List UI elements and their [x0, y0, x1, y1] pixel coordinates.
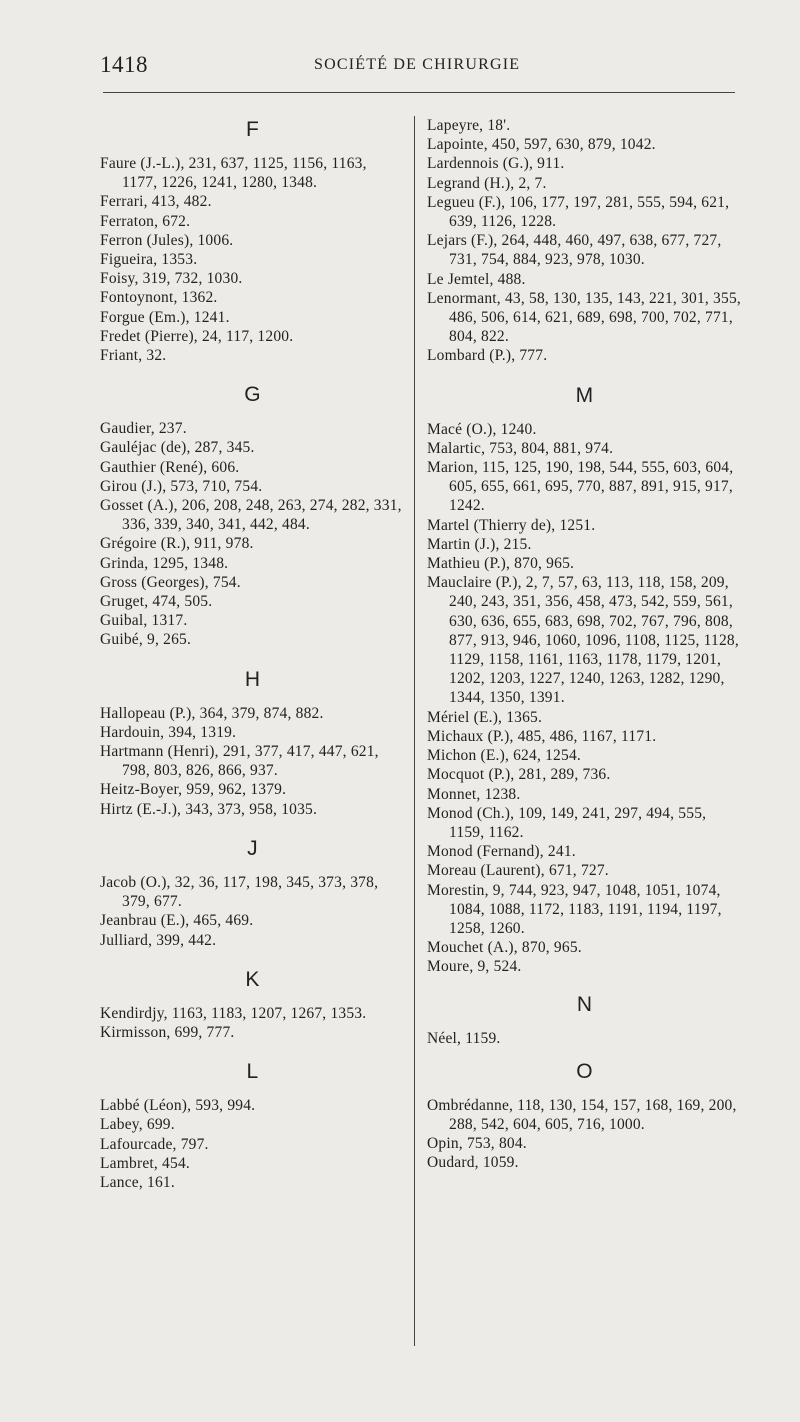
index-entry: Gauthier (René), 606.	[100, 458, 240, 476]
index-entry: Hirtz (E.-J.), 343, 373, 958, 1035.	[100, 800, 318, 818]
index-entry: Lance, 161.	[100, 1173, 175, 1191]
section-letter: K	[245, 967, 260, 991]
index-entry: Faure (J.-L.), 231, 637, 1125, 1156, 1163, 1177, 1226, 1241, 1280, 1348.	[100, 155, 367, 192]
index-entry: Mouchet (A.), 870, 965.	[427, 939, 582, 957]
index-entry: Ferraton, 672.	[100, 212, 191, 230]
index-entry: Guibal, 1317.	[100, 612, 188, 630]
index-section	[100, 1058, 405, 1192]
index-entry: Gauléjac (de), 287, 345.	[100, 439, 255, 457]
index-entry: Labbé (Léon), 593, 994.	[100, 1097, 256, 1115]
index-entry: Moreau (Laurent), 671, 727.	[427, 862, 609, 880]
index-entry: Michon (E.), 624, 1254.	[427, 747, 581, 765]
index-entry: Julliard, 399, 442.	[100, 931, 217, 949]
index-entry: Mauclaire (P.), 2, 7, 57, 63, 113, 118, 158, 209, 240, 243, 351, 356, 458, 473, 542, 559, 561, 630, 636, 655, 683, 698, 702, 767, 796, 808, 877, 913, 946, 1060, 1096, 1108, 1125, 1128, 1129, 1158, 1161, 1163, 1178, 1179, 1201, 1202, 1203, 1227, 1240, 1263, 1282, 1290, 1344, 1350, 1391.	[427, 574, 739, 707]
index-section	[427, 116, 742, 366]
column-divider	[414, 116, 415, 1346]
index-section	[427, 991, 742, 1048]
index-entry: Forgue (Em.), 1241.	[100, 308, 230, 326]
index-entry: Lenormant, 43, 58, 130, 135, 143, 221, 301, 355, 486, 506, 614, 621, 689, 698, 700, 702, 771, 804, 822.	[427, 289, 741, 346]
index-entry: Ferron (Jules), 1006.	[100, 231, 234, 249]
section-letter: M	[575, 383, 594, 407]
index-entry: Lapeyre, 18'.	[427, 117, 511, 134]
index-entry: Lombard (P.), 777.	[427, 347, 548, 365]
section-letter: O	[576, 1059, 593, 1083]
index-entry: Lardennois (G.), 911.	[427, 155, 565, 173]
index-entry: Lapointe, 450, 597, 630, 879, 1042.	[427, 136, 656, 154]
index-entry: Guibé, 9, 265.	[100, 631, 192, 649]
section-letter: L	[246, 1060, 259, 1084]
section-letter: H	[244, 667, 261, 691]
page-number: 1418	[100, 52, 148, 77]
index-entry: Hardouin, 394, 1319.	[100, 723, 237, 741]
index-entry: Néel, 1159.	[427, 1029, 501, 1047]
index-entry: Oudard, 1059.	[427, 1154, 519, 1172]
index-entry: Foisy, 319, 732, 1030.	[100, 270, 243, 288]
index-entry: Le Jemtel, 488.	[427, 270, 526, 288]
index-entry: Jeanbrau (E.), 465, 469.	[100, 912, 254, 930]
index-entry: Grinda, 1295, 1348.	[100, 554, 229, 572]
section-letter: N	[576, 992, 593, 1016]
index-entry: Girou (J.), 573, 710, 754.	[100, 477, 263, 495]
index-entry: Martel (Thierry de), 1251.	[427, 516, 596, 534]
index-section	[100, 116, 405, 365]
index-entry: Lafourcade, 797.	[100, 1135, 209, 1153]
index-section	[100, 835, 405, 950]
index-entry: Gruget, 474, 505.	[100, 593, 213, 611]
index-section	[427, 382, 742, 977]
index-entry: Fontoynont, 1362.	[100, 289, 218, 307]
index-entry: Friant, 32.	[100, 347, 167, 365]
running-title: SOCIÉTÉ DE CHIRURGIE	[314, 56, 521, 73]
section-letter: F	[245, 118, 260, 141]
index-entry: Gross (Georges), 754.	[100, 573, 241, 591]
section-letter: G	[244, 383, 261, 407]
index-entry: Legrand (H.), 2, 7.	[427, 174, 547, 192]
index-entry: Mathieu (P.), 870, 965.	[427, 555, 575, 573]
index-entry: Ferrari, 413, 482.	[100, 193, 212, 211]
index-entry: Figueira, 1353.	[100, 251, 198, 269]
index-entry: Morestin, 9, 744, 923, 947, 1048, 1051, 1074, 1084, 1088, 1172, 1183, 1191, 1194, 1197, 1258, 1260.	[427, 881, 722, 937]
index-entry: Kendirdjy, 1163, 1183, 1207, 1267, 1353.	[100, 1004, 367, 1022]
index-entry: Ombrédanne, 118, 130, 154, 157, 168, 169, 200, 288, 542, 604, 605, 716, 1000.	[427, 1096, 737, 1133]
index-entry: Hallopeau (P.), 364, 379, 874, 882.	[100, 704, 324, 722]
index-entry: Kirmisson, 699, 777.	[100, 1023, 235, 1041]
index-entry: Fredet (Pierre), 24, 117, 1200.	[100, 327, 294, 345]
section-letter: J	[247, 836, 258, 860]
index-entry: Marion, 115, 125, 190, 198, 544, 555, 603, 604, 605, 655, 661, 695, 770, 887, 891, 915, 917, 1242.	[427, 459, 734, 515]
right-column	[427, 116, 742, 1173]
index-entry: Lejars (F.), 264, 448, 460, 497, 638, 677, 727, 731, 754, 884, 923, 978, 1030.	[427, 232, 722, 269]
index-entry: Legueu (F.), 106, 177, 197, 281, 555, 594, 621, 639, 1126, 1228.	[427, 193, 730, 231]
index-entry: Malartic, 753, 804, 881, 974.	[427, 439, 614, 457]
index-entry: Monod (Fernand), 241.	[427, 843, 576, 861]
index-section	[427, 1058, 742, 1173]
index-entry: Moure, 9, 524.	[427, 958, 522, 976]
left-column	[100, 116, 405, 1192]
index-entry: Jacob (O.), 32, 36, 117, 198, 345, 373, 378, 379, 677.	[100, 873, 379, 911]
header-rule	[103, 92, 735, 93]
index-entry: Gaudier, 237.	[100, 420, 187, 438]
index-entry: Heitz-Boyer, 959, 962, 1379.	[100, 781, 287, 799]
index-entry: Martin (J.), 215.	[427, 535, 532, 553]
index-entry: Lambret, 454.	[100, 1154, 190, 1172]
index-entry: Michaux (P.), 485, 486, 1167, 1171.	[427, 727, 657, 745]
index-entry: Hartmann (Henri), 291, 377, 417, 447, 621, 798, 803, 826, 866, 937.	[100, 743, 379, 780]
index-entry: Labey, 699.	[100, 1116, 175, 1134]
index-entry: Mériel (E.), 1365.	[427, 708, 543, 726]
index-section	[100, 666, 405, 819]
index-section	[100, 966, 405, 1042]
index-entry: Mocquot (P.), 281, 289, 736.	[427, 766, 611, 784]
index-entry: Monnet, 1238.	[427, 785, 521, 803]
index-entry: Gosset (A.), 206, 208, 248, 263, 274, 282, 331, 336, 339, 340, 341, 442, 484.	[100, 497, 402, 534]
index-entry: Grégoire (R.), 911, 978.	[100, 535, 254, 553]
index-entry: Monod (Ch.), 109, 149, 241, 297, 494, 555, 1159, 1162.	[427, 804, 707, 841]
index-entry: Macé (O.), 1240.	[427, 420, 537, 438]
page-header	[0, 52, 800, 82]
index-entry: Opin, 753, 804.	[427, 1135, 527, 1153]
index-section	[100, 381, 405, 649]
